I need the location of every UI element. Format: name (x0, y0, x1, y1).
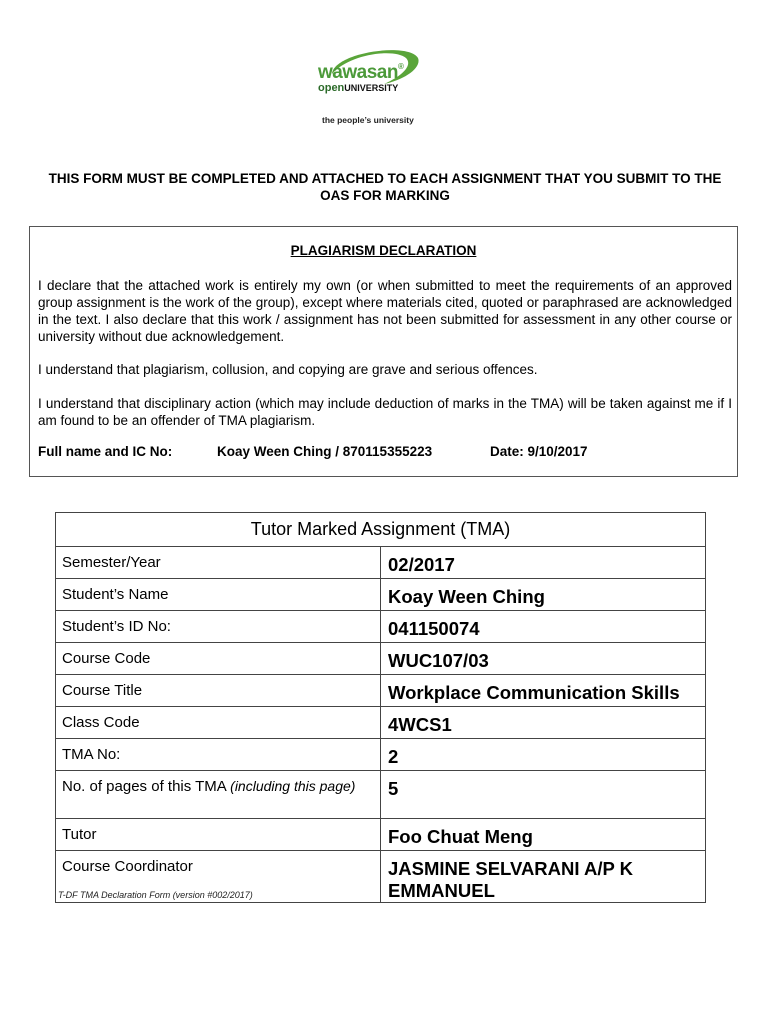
table-row (56, 611, 706, 643)
table-row (56, 579, 706, 611)
row-value: WUC107/03 (388, 650, 489, 671)
form-footer: T-DF TMA Declaration Form (version #002/2017) (58, 890, 253, 900)
row-label: Course Coordinator (62, 858, 193, 875)
declaration-paragraph-1: I declare that the attached work is entirely my own (or when submitted to meet the requirements of an approved group assignment is the work of the group), except where materials cited, quoted or paraphrased are acknowledged in the text. I also declare that this work / assignment has not been submitted for assessment in any other course or university without due acknowledgement. (38, 278, 732, 344)
row-value: JASMINE SELVARANI A/P K EMMANUEL (388, 858, 633, 901)
row-label: No. of pages of this TMA (including this page) (62, 778, 356, 795)
row-label: Semester/Year (62, 554, 161, 571)
row-value: 4WCS1 (388, 714, 452, 735)
row-value: Foo Chuat Meng (388, 826, 533, 847)
logo-tagline: the people’s university (322, 115, 414, 125)
tma-table-title: Tutor Marked Assignment (TMA) (56, 513, 706, 547)
table-row (56, 771, 706, 819)
row-label-note: (including this page) (230, 778, 356, 794)
row-label: TMA No: (62, 746, 121, 763)
row-value: Workplace Communication Skills (388, 682, 680, 703)
logo-name-line1: wawasan® (318, 62, 404, 83)
table-row (56, 547, 706, 579)
row-label: Course Code (62, 650, 151, 667)
full-name-value: Koay Ween Ching / 870115355223 (217, 444, 433, 459)
form-instruction: THIS FORM MUST BE COMPLETED AND ATTACHED TO EACH ASSIGNMENT THAT YOU SUBMIT TO THE OAS FOR MARKING (48, 171, 722, 203)
table-row (56, 643, 706, 675)
logo-name-line2: openUNIVERSITY (318, 82, 399, 94)
row-label: Course Title (62, 682, 143, 699)
declaration-paragraph-3: I understand that disciplinary action (which may include deduction of marks in the TMA) will be taken against me if I am found to be an offender of TMA plagiarism. (38, 396, 732, 428)
row-label: Student’s Name (62, 586, 169, 603)
full-name-label: Full name and IC No: (38, 444, 173, 459)
table-row (56, 675, 706, 707)
tma-table (55, 512, 706, 903)
table-row (56, 819, 706, 851)
row-value: Koay Ween Ching (388, 586, 545, 607)
row-value: 5 (388, 778, 399, 799)
plagiarism-declaration-box (29, 226, 738, 477)
row-value: 041150074 (388, 618, 480, 639)
declaration-date: Date: 9/10/2017 (490, 444, 588, 459)
row-label: Tutor (62, 826, 97, 843)
row-label: Student’s ID No: (62, 618, 171, 635)
table-row (56, 739, 706, 771)
university-logo (314, 44, 444, 132)
declaration-paragraph-2: I understand that plagiarism, collusion, and copying are grave and serious offences. (38, 362, 538, 377)
table-row (56, 707, 706, 739)
row-label: Class Code (62, 714, 140, 731)
row-value: 2 (388, 746, 399, 767)
declaration-title: PLAGIARISM DECLARATION (290, 243, 477, 258)
row-value: 02/2017 (388, 554, 455, 575)
